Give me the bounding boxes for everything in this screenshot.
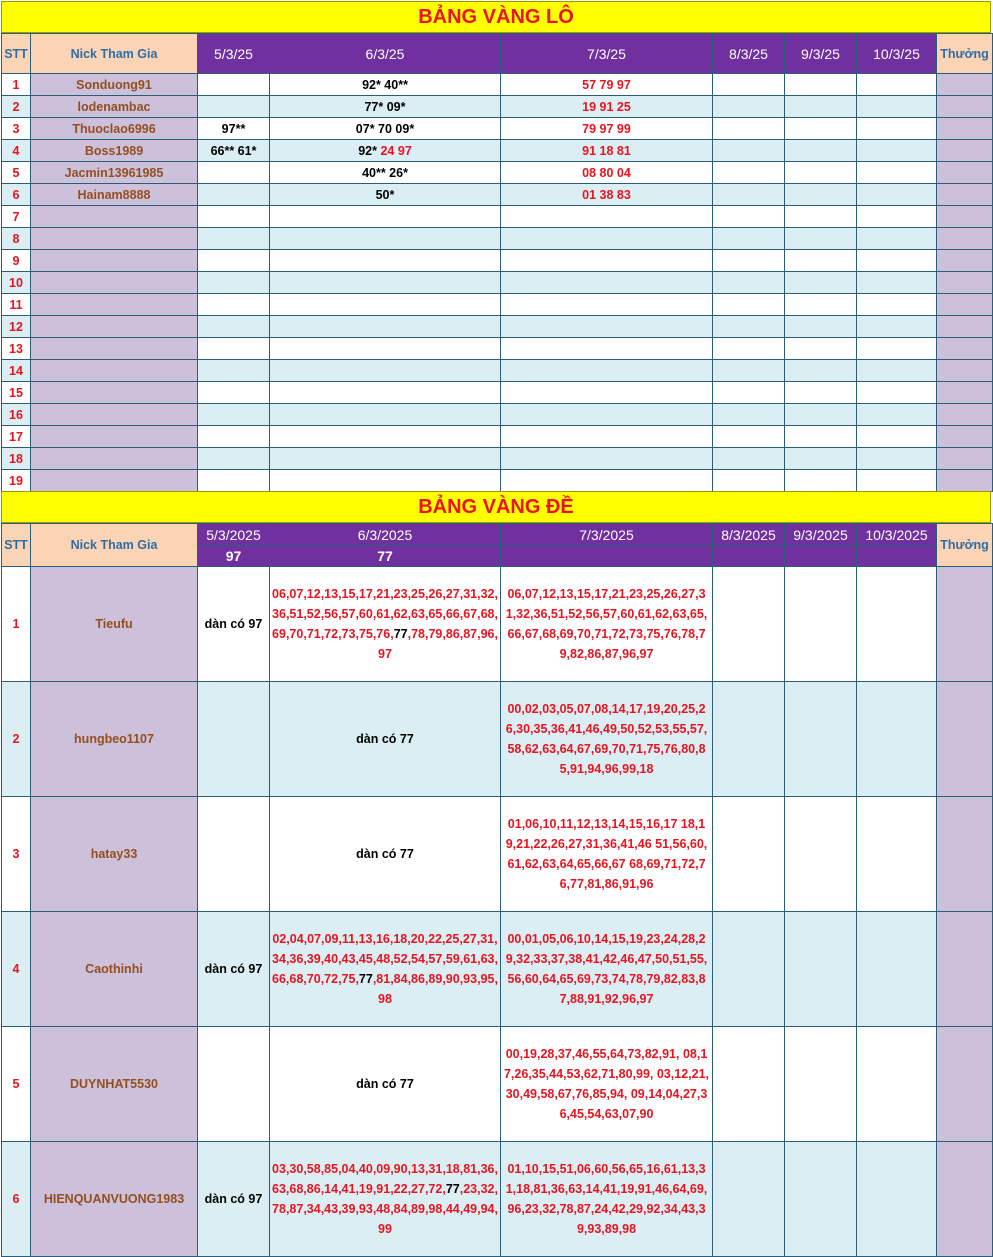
row-day-7: 06,07,12,13,15,17,21,23,25,26,27,31,32,36,51,52,56,57,60,61,62,63,65,66,67,68,69,70,71,72,73,75,76,78,79,82,86,87,96,97 xyxy=(501,567,713,682)
row-day-8 xyxy=(713,426,785,448)
row-day-6 xyxy=(270,797,501,912)
row-day-10 xyxy=(857,316,937,338)
row-day-8 xyxy=(713,316,785,338)
row-day-5 xyxy=(198,404,270,426)
lo-row xyxy=(2,272,993,294)
row-day-8 xyxy=(713,448,785,470)
row-nick: Tieufu xyxy=(31,567,198,682)
row-day-7: 91 18 81 xyxy=(501,140,713,162)
row-day-6 xyxy=(270,567,501,682)
row-day-10 xyxy=(857,382,937,404)
row-stt: 16 xyxy=(2,404,31,426)
de-row xyxy=(2,797,993,912)
de-header-prize: Thưởng xyxy=(937,524,993,567)
row-day-7 xyxy=(501,426,713,448)
row-nick xyxy=(31,206,198,228)
row-day-10 xyxy=(857,682,937,797)
row-day-6-numbers-rest: ,81,84,86,89,90,93,95,98 xyxy=(372,972,498,1006)
row-day-5: dàn có 97 xyxy=(198,912,270,1027)
row-stt: 17 xyxy=(2,426,31,448)
row-prize xyxy=(937,140,993,162)
de-title: BẢNG VÀNG ĐỀ xyxy=(1,491,991,523)
row-prize xyxy=(937,272,993,294)
row-stt: 9 xyxy=(2,250,31,272)
row-prize xyxy=(937,96,993,118)
row-day-5 xyxy=(198,272,270,294)
row-day-5 xyxy=(198,294,270,316)
row-day-10 xyxy=(857,338,937,360)
de-header-date: 5/3/2025 xyxy=(198,524,270,546)
row-stt: 13 xyxy=(2,338,31,360)
row-prize xyxy=(937,250,993,272)
row-day-6 xyxy=(270,294,501,316)
row-day-6-numbers: 77* 09* xyxy=(364,99,406,114)
lo-row xyxy=(2,96,993,118)
row-day-9 xyxy=(785,426,857,448)
row-stt: 5 xyxy=(2,162,31,184)
row-day-6-hits: 24 97 xyxy=(380,143,412,158)
lo-row xyxy=(2,250,993,272)
row-nick xyxy=(31,316,198,338)
lo-row xyxy=(2,74,993,96)
row-day-7: 79 97 99 xyxy=(501,118,713,140)
row-prize xyxy=(937,912,993,1027)
row-prize xyxy=(937,338,993,360)
lo-header-nick: Nick Tham Gia xyxy=(31,34,198,74)
row-day-7: 00,19,28,37,46,55,64,73,82,91, 08,17,26,35,44,53,62,71,80,99, 03,12,21,30,49,58,67,76,85,94, 09,14,04,27,36,45,54,63,07,90 xyxy=(501,1027,713,1142)
row-day-6 xyxy=(270,316,501,338)
row-day-6-numbers-rest: ,23,32,78,87,34,43,39,93,48,84,89,98,44,49,94,99 xyxy=(272,1182,498,1236)
row-day-9 xyxy=(785,184,857,206)
row-day-9 xyxy=(785,74,857,96)
lo-row xyxy=(2,360,993,382)
row-day-6-highlight: dàn có 77 xyxy=(356,732,414,746)
de-header-date: 7/3/2025 xyxy=(501,524,713,546)
row-day-8 xyxy=(713,294,785,316)
row-day-8 xyxy=(713,360,785,382)
row-prize xyxy=(937,162,993,184)
row-day-7 xyxy=(501,294,713,316)
de-header-row xyxy=(2,524,993,546)
row-nick xyxy=(31,470,198,492)
lo-row xyxy=(2,448,993,470)
row-stt: 1 xyxy=(2,74,31,96)
row-nick: hungbeo1107 xyxy=(31,682,198,797)
row-prize xyxy=(937,797,993,912)
row-day-6 xyxy=(270,162,501,184)
row-day-6 xyxy=(270,382,501,404)
row-day-7 xyxy=(501,316,713,338)
row-day-6 xyxy=(270,1027,501,1142)
row-day-6 xyxy=(270,206,501,228)
row-nick: DUYNHAT5530 xyxy=(31,1027,198,1142)
lo-row xyxy=(2,206,993,228)
row-day-5 xyxy=(198,228,270,250)
row-day-8 xyxy=(713,118,785,140)
row-stt: 4 xyxy=(2,140,31,162)
row-nick xyxy=(31,360,198,382)
row-day-6 xyxy=(270,140,501,162)
row-day-7: 00,02,03,05,07,08,14,17,19,20,25,26,30,35,36,41,46,49,50,52,53,55,57,58,62,63,64,67,69,70,71,75,76,80,85,91,94,96,99,18 xyxy=(501,682,713,797)
de-table xyxy=(1,523,993,1257)
row-day-5 xyxy=(198,448,270,470)
row-day-8 xyxy=(713,797,785,912)
de-row xyxy=(2,912,993,1027)
row-stt: 8 xyxy=(2,228,31,250)
row-day-6-highlight: 77 xyxy=(445,1182,460,1196)
row-day-5: 97** xyxy=(198,118,270,140)
row-nick xyxy=(31,448,198,470)
lo-header-stt: STT xyxy=(2,34,31,74)
row-prize xyxy=(937,682,993,797)
row-stt: 7 xyxy=(2,206,31,228)
row-day-10 xyxy=(857,140,937,162)
row-day-6-highlight: dàn có 77 xyxy=(356,1077,414,1091)
row-stt: 4 xyxy=(2,912,31,1027)
row-day-7 xyxy=(501,382,713,404)
row-prize xyxy=(937,228,993,250)
row-stt: 12 xyxy=(2,316,31,338)
de-header-date: 9/3/2025 xyxy=(785,524,857,546)
row-prize xyxy=(937,1027,993,1142)
row-day-9 xyxy=(785,140,857,162)
row-prize xyxy=(937,184,993,206)
row-prize xyxy=(937,206,993,228)
row-stt: 6 xyxy=(2,184,31,206)
row-day-8 xyxy=(713,184,785,206)
row-day-10 xyxy=(857,96,937,118)
lo-row xyxy=(2,162,993,184)
row-nick: Boss1989 xyxy=(31,140,198,162)
de-header-date: 10/3/2025 xyxy=(857,524,937,546)
row-nick xyxy=(31,272,198,294)
row-day-7 xyxy=(501,228,713,250)
row-day-9 xyxy=(785,162,857,184)
row-stt: 5 xyxy=(2,1027,31,1142)
row-nick: Thuoclao6996 xyxy=(31,118,198,140)
row-day-5 xyxy=(198,338,270,360)
lo-header-prize: Thưởng xyxy=(937,34,993,74)
row-day-6-numbers: 50* xyxy=(375,187,395,202)
de-row xyxy=(2,1142,993,1257)
row-day-8 xyxy=(713,206,785,228)
de-header-stt: STT xyxy=(2,524,31,567)
row-day-10 xyxy=(857,162,937,184)
row-day-9 xyxy=(785,1027,857,1142)
row-day-9 xyxy=(785,272,857,294)
row-day-5: 66** 61* xyxy=(198,140,270,162)
row-day-8 xyxy=(713,96,785,118)
row-prize xyxy=(937,316,993,338)
row-day-7 xyxy=(501,206,713,228)
row-day-10 xyxy=(857,1027,937,1142)
row-prize xyxy=(937,1142,993,1257)
row-stt: 11 xyxy=(2,294,31,316)
row-day-9 xyxy=(785,682,857,797)
row-day-8 xyxy=(713,404,785,426)
lo-row xyxy=(2,404,993,426)
row-day-6 xyxy=(270,682,501,797)
row-day-8 xyxy=(713,912,785,1027)
row-day-9 xyxy=(785,96,857,118)
row-day-5 xyxy=(198,426,270,448)
row-prize xyxy=(937,294,993,316)
row-day-10 xyxy=(857,567,937,682)
row-day-6-numbers: 06,07,12,13,15,17,21,23,25,26,27,31,32,36,51,52,56,57,60,61,62,63,65,66,67,68,69,70,71,72,73,75,76, xyxy=(272,587,498,641)
row-day-5: dàn có 97 xyxy=(198,1142,270,1257)
row-day-10 xyxy=(857,272,937,294)
row-day-10 xyxy=(857,797,937,912)
row-day-7 xyxy=(501,272,713,294)
row-prize xyxy=(937,382,993,404)
row-day-10 xyxy=(857,184,937,206)
lo-row xyxy=(2,382,993,404)
row-nick xyxy=(31,294,198,316)
row-prize xyxy=(937,360,993,382)
row-stt: 2 xyxy=(2,96,31,118)
row-day-6-numbers: 07* 70 09* xyxy=(355,121,415,136)
row-day-7 xyxy=(501,338,713,360)
row-day-8 xyxy=(713,74,785,96)
row-stt: 15 xyxy=(2,382,31,404)
lo-row xyxy=(2,470,993,492)
row-prize xyxy=(937,118,993,140)
row-nick xyxy=(31,426,198,448)
de-header-date: 8/3/2025 xyxy=(713,524,785,546)
de-result-empty xyxy=(785,546,857,567)
row-day-6-numbers: 02,04,07,09,11,13,16,18,20,22,25,27,31,34,36,39,40,43,45,48,52,54,57,59,61,63,66,68,70,72,75, xyxy=(272,932,498,986)
row-day-8 xyxy=(713,682,785,797)
row-day-7 xyxy=(501,360,713,382)
row-day-9 xyxy=(785,294,857,316)
row-day-7 xyxy=(501,470,713,492)
row-day-10 xyxy=(857,426,937,448)
row-day-5: dàn có 97 xyxy=(198,567,270,682)
row-day-5 xyxy=(198,1027,270,1142)
row-day-9 xyxy=(785,360,857,382)
row-day-7 xyxy=(501,448,713,470)
row-prize xyxy=(937,74,993,96)
row-day-10 xyxy=(857,206,937,228)
row-day-6 xyxy=(270,470,501,492)
row-day-5 xyxy=(198,470,270,492)
row-day-8 xyxy=(713,1142,785,1257)
row-day-6 xyxy=(270,228,501,250)
row-nick: HIENQUANVUONG1983 xyxy=(31,1142,198,1257)
row-nick: Hainam8888 xyxy=(31,184,198,206)
row-stt: 2 xyxy=(2,682,31,797)
de-row xyxy=(2,1027,993,1142)
row-day-8 xyxy=(713,382,785,404)
lo-row xyxy=(2,228,993,250)
row-day-7: 01,06,10,11,12,13,14,15,16,17 18,19,21,22,26,27,31,36,41,46 51,56,60,61,62,63,64,65,66,67 68,69,71,72,76,77,81,86,91,96 xyxy=(501,797,713,912)
row-day-10 xyxy=(857,1142,937,1257)
row-day-7: 57 79 97 xyxy=(501,74,713,96)
row-day-6 xyxy=(270,426,501,448)
row-day-8 xyxy=(713,250,785,272)
row-day-8 xyxy=(713,272,785,294)
row-day-6-numbers-rest: ,78,79,86,87,96,97 xyxy=(378,627,498,661)
de-result-value: 97 xyxy=(198,546,270,567)
de-row xyxy=(2,567,993,682)
lo-title: BẢNG VÀNG LÔ xyxy=(1,1,991,33)
row-day-6-highlight: 77 xyxy=(358,972,373,986)
row-day-7: 08 80 04 xyxy=(501,162,713,184)
row-day-5 xyxy=(198,797,270,912)
row-stt: 14 xyxy=(2,360,31,382)
row-nick xyxy=(31,250,198,272)
row-day-6 xyxy=(270,360,501,382)
row-nick: Caothinhi xyxy=(31,912,198,1027)
row-day-6 xyxy=(270,1142,501,1257)
row-day-10 xyxy=(857,118,937,140)
row-nick xyxy=(31,404,198,426)
lo-header-date: 5/3/25 xyxy=(198,34,270,74)
row-day-10 xyxy=(857,250,937,272)
lo-row xyxy=(2,118,993,140)
row-day-10 xyxy=(857,228,937,250)
row-nick: Sonduong91 xyxy=(31,74,198,96)
row-day-10 xyxy=(857,74,937,96)
row-nick xyxy=(31,228,198,250)
de-header-nick: Nick Tham Gia xyxy=(31,524,198,567)
row-day-7 xyxy=(501,404,713,426)
lo-row xyxy=(2,294,993,316)
row-day-5 xyxy=(198,360,270,382)
row-day-8 xyxy=(713,228,785,250)
row-day-7: 01 38 83 xyxy=(501,184,713,206)
row-stt: 6 xyxy=(2,1142,31,1257)
row-day-6 xyxy=(270,404,501,426)
lo-table xyxy=(1,33,993,492)
row-day-9 xyxy=(785,206,857,228)
row-stt: 18 xyxy=(2,448,31,470)
row-day-9 xyxy=(785,118,857,140)
row-day-6-numbers: 92* xyxy=(358,143,377,158)
row-day-9 xyxy=(785,797,857,912)
lo-header-row xyxy=(2,34,993,74)
row-day-5 xyxy=(198,184,270,206)
row-nick: Jacmin13961985 xyxy=(31,162,198,184)
row-day-5 xyxy=(198,74,270,96)
de-result-value: 77 xyxy=(270,546,501,567)
row-day-9 xyxy=(785,448,857,470)
row-day-6 xyxy=(270,912,501,1027)
row-day-6-numbers: 40** 26* xyxy=(362,165,408,180)
row-day-8 xyxy=(713,338,785,360)
row-day-10 xyxy=(857,404,937,426)
row-day-9 xyxy=(785,1142,857,1257)
row-day-8 xyxy=(713,1027,785,1142)
row-day-6 xyxy=(270,272,501,294)
row-day-10 xyxy=(857,448,937,470)
row-day-9 xyxy=(785,316,857,338)
row-nick: hatay33 xyxy=(31,797,198,912)
row-day-5 xyxy=(198,96,270,118)
row-day-9 xyxy=(785,912,857,1027)
row-day-5 xyxy=(198,206,270,228)
row-day-6 xyxy=(270,74,501,96)
row-day-8 xyxy=(713,140,785,162)
row-stt: 19 xyxy=(2,470,31,492)
lo-row xyxy=(2,338,993,360)
row-day-6-numbers: 03,30,58,85,04,40,09,90,13,31,18,81,36,63,68,86,14,41,19,91,22,27,72, xyxy=(272,1162,498,1196)
de-header-date: 6/3/2025 xyxy=(270,524,501,546)
row-day-10 xyxy=(857,470,937,492)
row-day-9 xyxy=(785,250,857,272)
row-day-7: 19 91 25 xyxy=(501,96,713,118)
row-day-10 xyxy=(857,360,937,382)
row-day-6-highlight: 77 xyxy=(393,627,408,641)
row-day-9 xyxy=(785,404,857,426)
row-prize xyxy=(937,404,993,426)
lo-row xyxy=(2,426,993,448)
row-nick xyxy=(31,338,198,360)
row-day-9 xyxy=(785,567,857,682)
row-stt: 1 xyxy=(2,567,31,682)
row-day-5 xyxy=(198,382,270,404)
row-day-10 xyxy=(857,912,937,1027)
row-day-7: 01,10,15,51,06,60,56,65,16,61,13,31,18,81,36,63,14,41,19,91,46,64,69,96,23,32,78,87,24,42,29,92,34,43,39,93,89,98 xyxy=(501,1142,713,1257)
row-day-8 xyxy=(713,470,785,492)
de-result-empty xyxy=(857,546,937,567)
de-result-empty xyxy=(713,546,785,567)
row-day-5 xyxy=(198,162,270,184)
row-day-9 xyxy=(785,338,857,360)
lo-header-date: 6/3/25 xyxy=(270,34,501,74)
row-prize xyxy=(937,470,993,492)
lo-header-date: 9/3/25 xyxy=(785,34,857,74)
row-day-9 xyxy=(785,228,857,250)
row-day-6 xyxy=(270,250,501,272)
row-day-5 xyxy=(198,316,270,338)
row-day-7: 00,01,05,06,10,14,15,19,23,24,28,29,32,33,37,38,41,42,46,47,50,51,55,56,60,64,65,69,73,74,78,79,82,83,87,88,91,92,96,97 xyxy=(501,912,713,1027)
row-stt: 3 xyxy=(2,797,31,912)
de-result-empty xyxy=(501,546,713,567)
de-row xyxy=(2,682,993,797)
row-nick xyxy=(31,382,198,404)
lo-header-date: 10/3/25 xyxy=(857,34,937,74)
row-stt: 10 xyxy=(2,272,31,294)
row-day-6 xyxy=(270,118,501,140)
row-day-6 xyxy=(270,184,501,206)
row-day-9 xyxy=(785,470,857,492)
row-day-6-numbers: 92* 40** xyxy=(362,77,408,92)
row-day-5 xyxy=(198,250,270,272)
row-day-7 xyxy=(501,250,713,272)
lo-header-date: 8/3/25 xyxy=(713,34,785,74)
row-day-8 xyxy=(713,567,785,682)
lo-row xyxy=(2,316,993,338)
row-day-6 xyxy=(270,338,501,360)
row-day-5 xyxy=(198,682,270,797)
row-day-6 xyxy=(270,448,501,470)
lo-header-date: 7/3/25 xyxy=(501,34,713,74)
lo-row xyxy=(2,184,993,206)
lo-row xyxy=(2,140,993,162)
row-prize xyxy=(937,567,993,682)
row-day-8 xyxy=(713,162,785,184)
row-day-6-highlight: dàn có 77 xyxy=(356,847,414,861)
row-day-10 xyxy=(857,294,937,316)
row-stt: 3 xyxy=(2,118,31,140)
row-day-9 xyxy=(785,382,857,404)
row-prize xyxy=(937,448,993,470)
row-day-6 xyxy=(270,96,501,118)
row-nick: lodenambac xyxy=(31,96,198,118)
row-prize xyxy=(937,426,993,448)
